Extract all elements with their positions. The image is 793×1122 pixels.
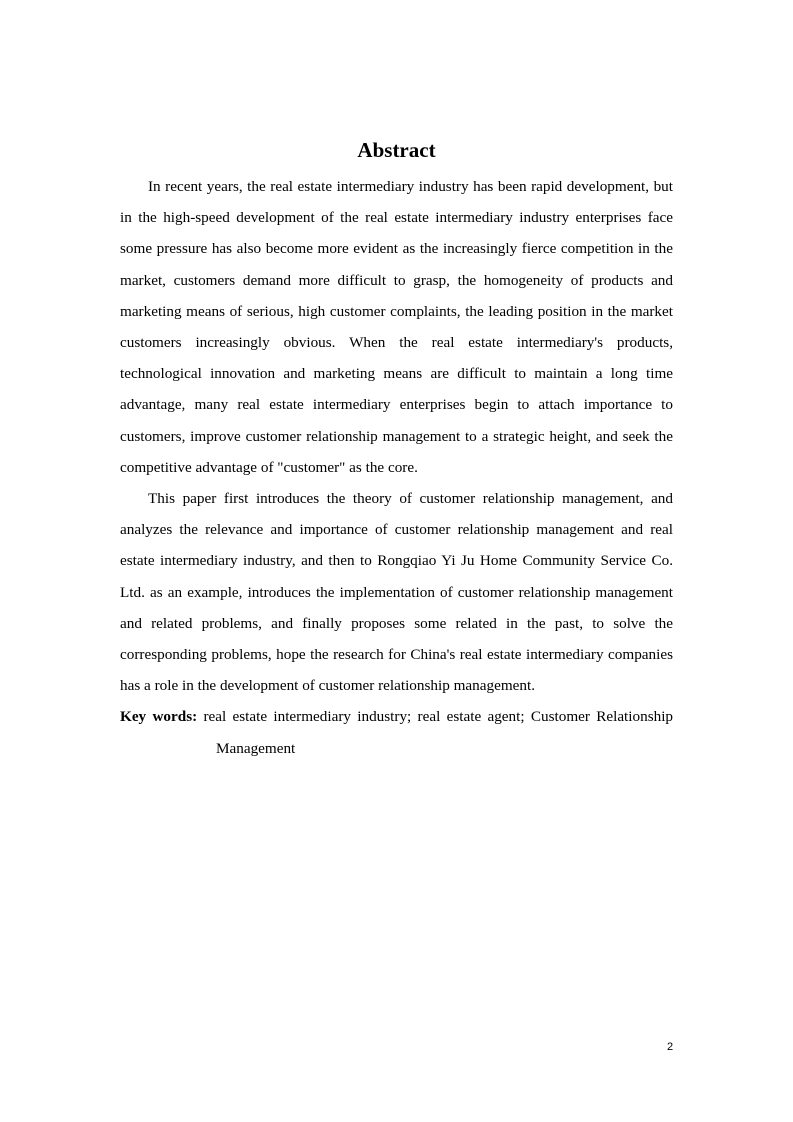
- abstract-body: [120, 171, 673, 764]
- keywords-label: Key words:: [120, 708, 198, 726]
- keywords-line: [120, 701, 673, 763]
- abstract-title: Abstract: [357, 138, 436, 162]
- abstract-paragraph-1: In recent years, the real estate intermediary industry has been rapid development, but in the high-speed development of the real estate intermediary industry enterprises face some pressure has also become more evident as the increasingly fierce competition in the market, customers demand more difficult to grasp, the homogeneity of products and marketing means of serious, high customer complaints, the leading position in the market customers increasingly obvious. When the real estate intermediary's products, technological innovation and marketing means are difficult to maintain a long time advantage, many real estate intermediary enterprises begin to attach importance to customers, improve customer relationship management to a strategic height, and seek the competitive advantage of "customer" as the core.: [120, 178, 673, 476]
- abstract-paragraph-2: This paper first introduces the theory of customer relationship management, and analyzes the relevance and importance of customer relationship management and real estate intermediary industry, and then to Rongqiao Yi Ju Home Community Service Co. Ltd. as an example, introduces the implementation of customer relationship management and related problems, and finally proposes some related in the past, to solve the corresponding problems, hope the research for China's real estate intermediary companies has a role in the development of customer relationship management.: [120, 490, 673, 695]
- keywords-text: real estate intermediary industry; real estate agent; Customer Relationship Management: [203, 708, 674, 757]
- page-number: 2: [666, 1041, 674, 1053]
